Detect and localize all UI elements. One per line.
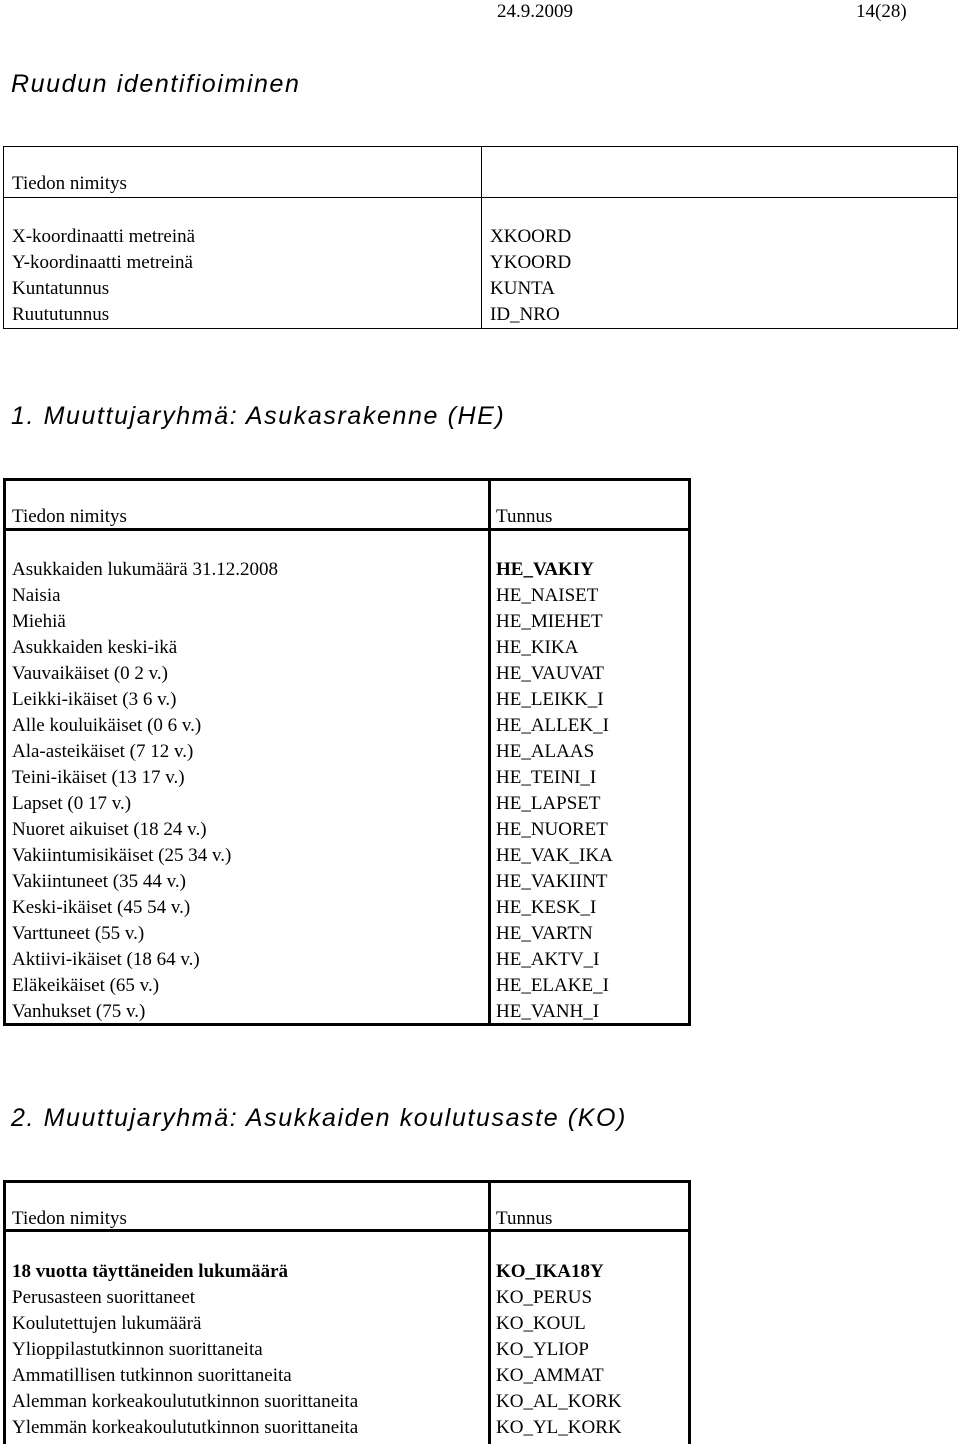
table-row-code: XKOORD <box>490 226 572 247</box>
header-divider <box>4 197 957 198</box>
section-heading-he: 1. Muuttujaryhmä: Asukasrakenne (HE) <box>11 402 506 430</box>
table-row-name: Leikki-ikäiset (3 6 v.) <box>12 689 177 710</box>
table-row-code: KO_YL_KORK <box>496 1417 622 1438</box>
column-divider <box>481 147 482 328</box>
table-row-name: Aktiivi-ikäiset (18 64 v.) <box>12 949 200 970</box>
table-row-code: HE_NUORET <box>496 819 608 840</box>
table-row-code: KO_PERUS <box>496 1287 593 1308</box>
table-row-code: HE_VAUVAT <box>496 663 605 684</box>
table-row-code: HE_KESK_I <box>496 897 597 918</box>
table-row-name: Vakiintumisikäiset (25 34 v.) <box>12 845 232 866</box>
table-row-code: KO_KOUL <box>496 1313 586 1334</box>
table-row-name: Asukkaiden lukumäärä 31.12.2008 <box>12 559 278 580</box>
table-row-code: HE_MIEHET <box>496 611 603 632</box>
table-row-name: Vanhukset (75 v.) <box>12 1001 146 1022</box>
table-row-code: HE_LEIKK_I <box>496 689 604 710</box>
header-tiedon-nimitys: Tiedon nimitys <box>12 1208 127 1229</box>
table-row-name: 18 vuotta täyttäneiden lukumäärä <box>12 1261 289 1282</box>
table-row-name: Y-koordinaatti metreinä <box>12 252 193 273</box>
header-tunnus: Tunnus <box>496 506 553 527</box>
table-row-code: HE_VAKIY <box>496 559 594 580</box>
table-row-name: Ruututunnus <box>12 304 110 325</box>
table-row-code: HE_AKTV_I <box>496 949 600 970</box>
page-date: 24.9.2009 <box>497 1 573 22</box>
table-row-name: Kuntatunnus <box>12 278 110 299</box>
table-row-code: HE_ALAAS <box>496 741 595 762</box>
table-row-code: HE_ELAKE_I <box>496 975 609 996</box>
table-row-code: HE_LAPSET <box>496 793 601 814</box>
table-row-code: HE_VAKIINT <box>496 871 608 892</box>
table-row-name: Perusasteen suorittaneet <box>12 1287 196 1308</box>
table-row-code: HE_VANH_I <box>496 1001 600 1022</box>
table-row-name: Varttuneet (55 v.) <box>12 923 145 944</box>
names-column <box>12 557 278 1025</box>
table-row-name: Ylemmän korkeakoulututkinnon suorittaneita <box>12 1417 359 1438</box>
table-row-code: HE_ALLEK_I <box>496 715 609 736</box>
table-row-name: Nuoret aikuiset (18 24 v.) <box>12 819 207 840</box>
table-row-name: Naisia <box>12 585 61 606</box>
table-row-code: HE_NAISET <box>496 585 599 606</box>
table-row-name: Alemman korkeakoulututkinnon suorittaneita <box>12 1391 359 1412</box>
table-row-name: Ammatillisen tutkinnon suorittaneita <box>12 1365 292 1386</box>
table-row-name: Koulutettujen lukumäärä <box>12 1313 202 1334</box>
table-row-name: Vakiintuneet (35 44 v.) <box>12 871 186 892</box>
section-heading-ko: 2. Muuttujaryhmä: Asukkaiden koulutusaste (KO) <box>11 1104 627 1132</box>
column-divider <box>488 481 491 1023</box>
table-row-code: HE_KIKA <box>496 637 579 658</box>
table-row-name: Miehiä <box>12 611 66 632</box>
header-tunnus: Tunnus <box>496 1208 553 1229</box>
table-row-name: X-koordinaatti metreinä <box>12 226 196 247</box>
page-number: 14(28) <box>856 1 907 22</box>
table-row-name: Lapset (0 17 v.) <box>12 793 132 814</box>
table-row-code: ID_NRO <box>490 304 560 325</box>
page-header <box>0 0 960 24</box>
header-tiedon-nimitys: Tiedon nimitys <box>12 506 127 527</box>
table-row-code: KUNTA <box>490 278 555 299</box>
table-row-code: KO_AL_KORK <box>496 1391 622 1412</box>
grid-identification-table <box>3 146 958 329</box>
table-row-name: Ala-asteikäiset (7 12 v.) <box>12 741 194 762</box>
section-heading-grid: Ruudun identifioiminen <box>11 70 301 98</box>
table-row-code: HE_VAK_IKA <box>496 845 613 866</box>
table-row-name: Keski-ikäiset (45 54 v.) <box>12 897 191 918</box>
header-tiedon-nimitys: Tiedon nimitys <box>12 173 127 194</box>
table-row-code: KO_AMMAT <box>496 1365 604 1386</box>
table-row-name: Asukkaiden keski-ikä <box>12 637 178 658</box>
table-row-name: Ylioppilastutkinnon suorittaneita <box>12 1339 263 1360</box>
ko-variables-table <box>3 1180 691 1444</box>
he-variables-table <box>3 478 691 1026</box>
table-row-name: Vauvaikäiset (0 2 v.) <box>12 663 168 684</box>
codes-column <box>490 224 571 328</box>
codes-column <box>496 557 613 1025</box>
table-row-code: HE_TEINI_I <box>496 767 597 788</box>
table-row-name: Eläkeikäiset (65 v.) <box>12 975 160 996</box>
column-divider <box>488 1183 491 1444</box>
names-column <box>12 1259 358 1441</box>
table-row-code: YKOORD <box>490 252 572 273</box>
table-row-code: KO_YLIOP <box>496 1339 589 1360</box>
names-column <box>12 224 195 328</box>
table-row-name: Teini-ikäiset (13 17 v.) <box>12 767 185 788</box>
table-row-code: HE_VARTN <box>496 923 593 944</box>
table-row-code: KO_IKA18Y <box>496 1261 604 1282</box>
codes-column <box>496 1259 622 1441</box>
table-row-name: Alle kouluikäiset (0 6 v.) <box>12 715 202 736</box>
